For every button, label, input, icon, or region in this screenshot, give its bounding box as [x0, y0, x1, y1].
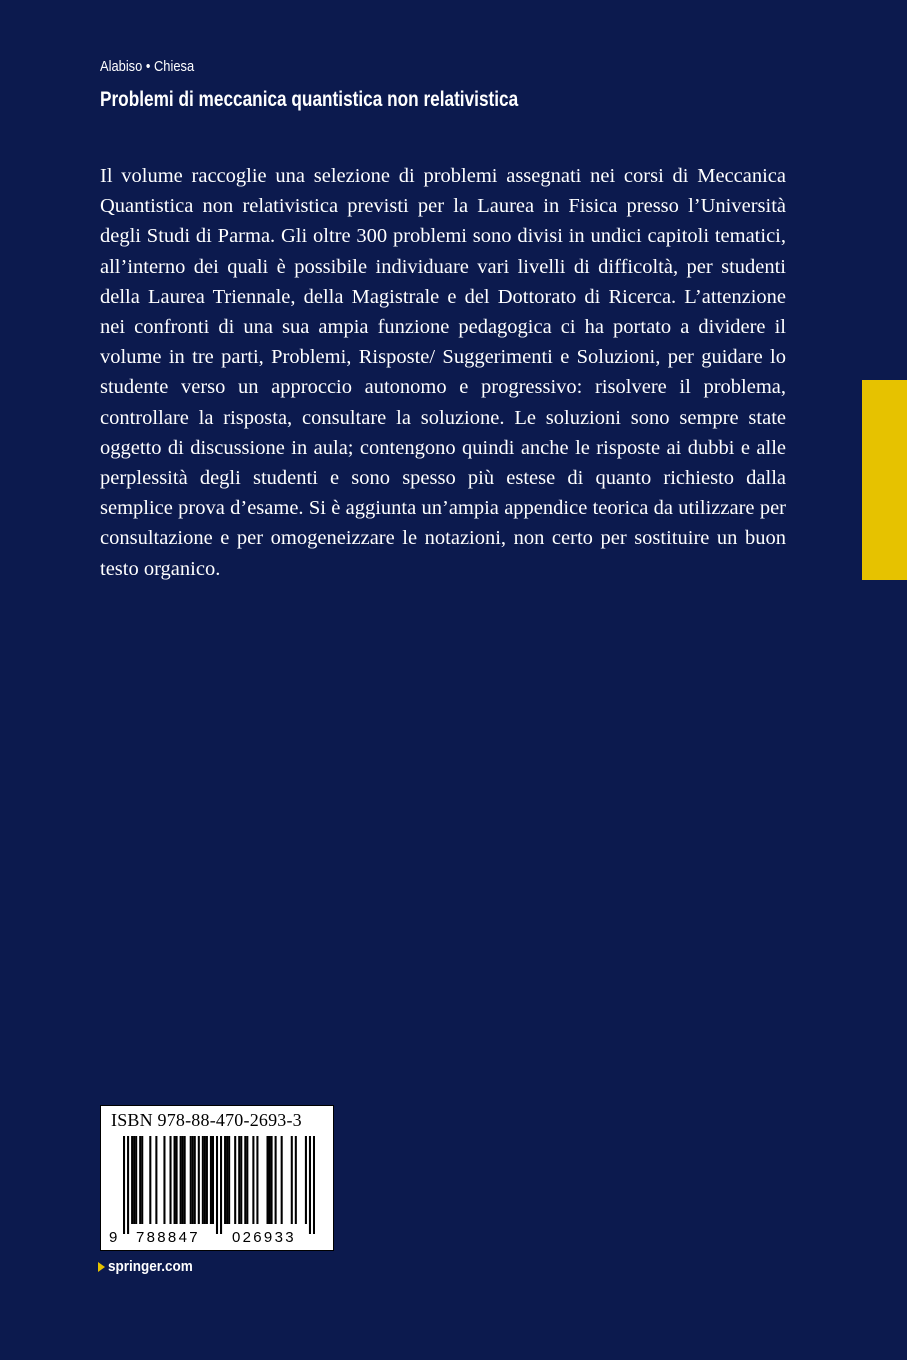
- barcode-guard-bar: [313, 1136, 315, 1234]
- barcode-bar: [135, 1136, 137, 1224]
- barcode-bar: [295, 1136, 297, 1224]
- barcode-bar: [169, 1136, 171, 1224]
- barcode-bar: [252, 1136, 254, 1224]
- barcode-digit-first: 9: [109, 1229, 118, 1246]
- authors: Alabiso • Chiesa: [100, 58, 195, 75]
- barcode-bar: [212, 1136, 214, 1224]
- barcode-bar: [194, 1136, 196, 1224]
- barcode-bar: [204, 1136, 206, 1224]
- blurb-text: Il volume raccoglie una selezione di problemi assegnati nei corsi di Meccanica Quantistica non relativistica previsti per la Laurea in Fisica presso l’Università degli Studi di Parma. Gli oltre 300 problemi sono divisi in undici capitoli tematici, all’interno dei quali è possibile individuare vari livelli di difficoltà, per studenti della Laurea Triennale, della Magistrale e del Dottorato di Ricerca. L’attenzione nei confronti di una sua ampia funzione pedagogica ci ha portato a dividere il volume in tre parti, Problemi, Risposte/ Suggerimenti e Soluzioni, per guidare lo studente verso un approccio autonomo e progressivo: risolvere il problema, controllare la risposta, consultare la soluzione. Le soluzioni sono sempre state oggetto di discussione in aula; contengono quindi anche le risposte ai dubbi e alle perplessità degli studenti e sono spesso più estese di quanto richiesto dalla semplice prova d’esame. Si è aggiunta un’ampia appendice teorica da utilizzare per consultazione e per omogeneizzare le notazioni, non certo per sostituire un buon testo organico.: [100, 165, 786, 580]
- isbn-label: ISBN 978-88-470-2693-3: [111, 1110, 302, 1130]
- barcode-bar: [291, 1136, 293, 1224]
- barcode-guard-bar: [220, 1136, 222, 1234]
- barcode-bar: [281, 1136, 283, 1224]
- barcode-bar: [202, 1136, 204, 1224]
- barcode-bar: [131, 1136, 133, 1224]
- publisher: [98, 1258, 202, 1275]
- barcode-bar: [155, 1136, 157, 1224]
- barcode-bar: [206, 1136, 208, 1224]
- barcode-bar: [234, 1136, 236, 1224]
- barcode-bar: [184, 1136, 186, 1224]
- barcode-icon: [123, 1136, 315, 1234]
- barcode-bar: [139, 1136, 141, 1224]
- barcode-bar: [246, 1136, 248, 1224]
- barcode-bar: [269, 1136, 271, 1224]
- barcode-bar: [266, 1136, 268, 1224]
- barcode-bar: [163, 1136, 165, 1224]
- barcode-digits-right: 026933: [232, 1229, 296, 1246]
- barcode-bar: [238, 1136, 240, 1224]
- barcode-guard-bar: [127, 1136, 129, 1234]
- book-title: Problemi di meccanica quantistica non relativistica: [100, 88, 519, 111]
- barcode-bar: [275, 1136, 277, 1224]
- barcode-bar: [133, 1136, 135, 1224]
- barcode-bar: [182, 1136, 184, 1224]
- barcode-bar: [190, 1136, 192, 1224]
- barcode-bar: [305, 1136, 307, 1224]
- barcode-bar: [228, 1136, 230, 1224]
- barcode-bar: [149, 1136, 151, 1224]
- barcode-bar: [210, 1136, 212, 1224]
- barcode-bar: [176, 1136, 178, 1224]
- barcode-bar: [256, 1136, 258, 1224]
- barcode-bar: [174, 1136, 176, 1224]
- barcode-bar: [226, 1136, 228, 1224]
- barcode-bar: [192, 1136, 194, 1224]
- barcode-digits-left: 788847: [136, 1229, 200, 1246]
- yellow-side-tab: [862, 380, 907, 580]
- barcode-guard-bar: [216, 1136, 218, 1234]
- barcode-bar: [141, 1136, 143, 1224]
- barcode-guard-bar: [309, 1136, 311, 1234]
- barcode-bar: [271, 1136, 273, 1224]
- barcode-bar: [198, 1136, 200, 1224]
- arrow-right-icon: [98, 1262, 105, 1272]
- barcode-box: [100, 1105, 334, 1251]
- barcode-guard-bar: [123, 1136, 125, 1234]
- barcode-bar: [224, 1136, 226, 1224]
- barcode-bar: [244, 1136, 246, 1224]
- publisher-url[interactable]: springer.com: [108, 1258, 193, 1275]
- barcode-bar: [180, 1136, 182, 1224]
- barcode-bar: [240, 1136, 242, 1224]
